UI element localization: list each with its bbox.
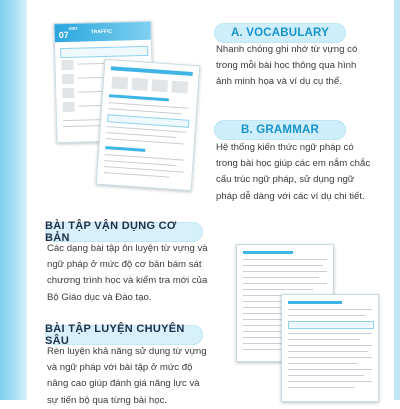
advanced-exercises-heading: BÀI TẬP LUYỆN CHUYÊN SÂU (45, 325, 203, 345)
unit-label: UNIT (68, 25, 78, 31)
basic-exercises-heading: BÀI TẬP VẬN DỤNG CƠ BẢN (45, 222, 203, 242)
vocabulary-description: Nhanh chóng ghi nhớ từ vựng có trong mỗi bài học thông qua hình ảnh minh họa và ví dụ cụ thể. (216, 44, 358, 88)
grammar-heading: B. GRAMMAR (214, 120, 346, 140)
left-decorative-stripe (0, 0, 27, 400)
unit-title: TRAFFIC (90, 28, 113, 36)
grammar-description: Hệ thống kiến thức ngữ pháp có trong bài học giúp các em nắm chắc cấu trúc ngữ pháp, sử dụng ngữ pháp dễ dàng với các ví dụ chi tiết. (216, 142, 371, 202)
vocabulary-page-thumbnail (96, 59, 201, 191)
basic-exercises-description: Các dạng bài tập ôn luyện từ vựng và ngữ pháp ở mức độ cơ bản bám sát chương trình học và kiểm tra mới của Bộ Giáo dục và Đào tạo. (47, 243, 208, 303)
right-decorative-stripe (394, 0, 400, 400)
advanced-exercises-description: Rèn luyện khả năng sử dụng từ vựng và ngữ pháp với bài tập ở mức độ nâng cao giúp đánh giá năng lực và sự tiến bộ qua từng bài học. (47, 346, 207, 406)
unit-number: 07 (58, 29, 69, 41)
advanced-exercise-page-thumbnail (281, 294, 379, 402)
vocabulary-heading: A. VOCABULARY (214, 23, 346, 43)
